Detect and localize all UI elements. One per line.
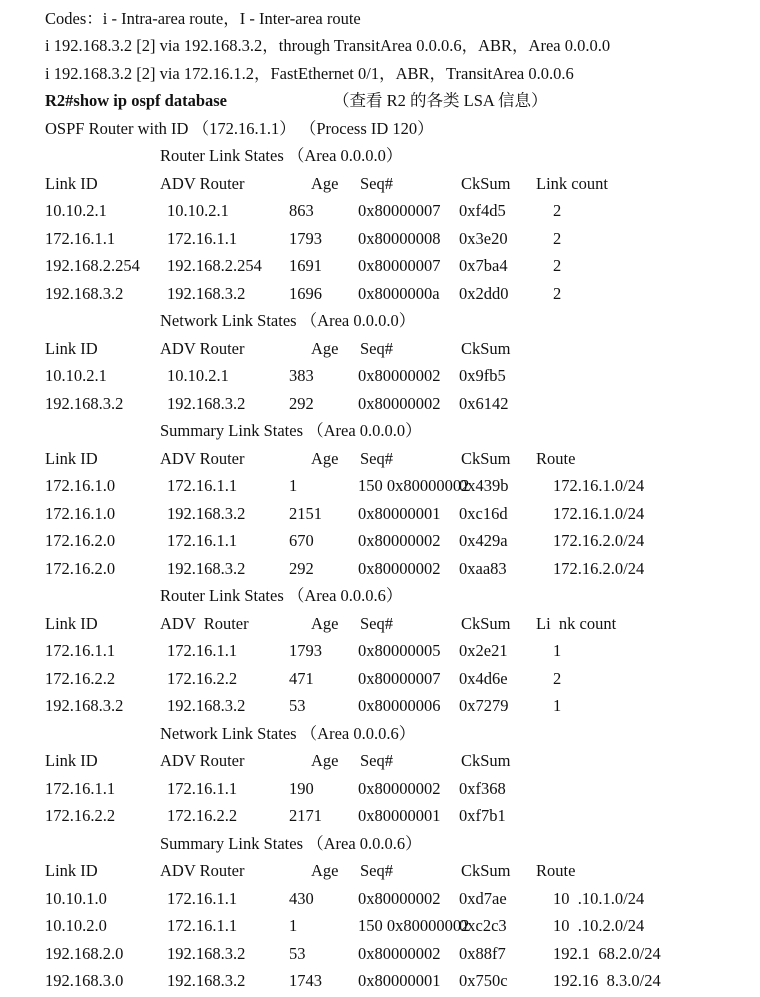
table-row: [0, 775, 760, 802]
cell-extra: 10 .10.2.0/24: [553, 916, 645, 935]
cell-cksum: 0x9fb5: [459, 366, 506, 385]
cell-age: 471: [289, 668, 314, 688]
cell-cksum: CkSum: [461, 613, 511, 633]
cell-extra: 172.16.2.0/24: [553, 558, 645, 578]
table-row: [0, 940, 760, 967]
cell-cksum: CkSum: [461, 861, 511, 880]
cell-seq: Seq#: [360, 173, 393, 193]
cell-age: 53: [289, 696, 306, 715]
cell-cksum: 0xc2c3: [459, 916, 507, 935]
section-title: [0, 830, 760, 857]
cell-cksum: 0xaa83: [459, 558, 507, 578]
cell-seq: 0x80000002: [358, 531, 441, 550]
cell-seq: 150 0x80000002: [358, 476, 470, 495]
cell-age: 430: [289, 888, 314, 908]
section-title-text: Router Link States （Area 0.0.0.6）: [160, 586, 403, 605]
cell-age: Age: [311, 861, 339, 880]
cell-link-id: 192.168.3.2: [45, 393, 124, 413]
cell-cksum: CkSum: [461, 751, 511, 770]
cell-age: 1691: [289, 256, 322, 275]
cell-cksum: 0x7ba4: [459, 256, 508, 275]
table-row: [0, 197, 760, 224]
cell-age: 2151: [289, 503, 322, 523]
cell-age: 1: [289, 476, 298, 495]
section-title: [0, 582, 760, 609]
cell-extra: 172.16.2.0/24: [553, 531, 645, 550]
table-row: [0, 967, 760, 994]
cell-link-id: 192.168.2.0: [45, 943, 124, 963]
cell-adv-router: 192.168.2.254: [167, 256, 262, 275]
cell-seq: 0x80000002: [358, 393, 441, 413]
cell-cksum: 0x88f7: [459, 943, 506, 963]
cell-seq: 0x80000008: [358, 228, 441, 248]
cell-adv-router: 172.16.1.1: [167, 916, 238, 935]
cell-adv-router: ADV Router: [160, 861, 245, 880]
codes-line: [0, 5, 760, 32]
cell-adv-router: ADV Router: [160, 751, 245, 770]
cell-age: Age: [311, 448, 339, 468]
cell-adv-router: 192.168.3.2: [167, 283, 246, 303]
table-header: [0, 170, 760, 197]
cell-adv-router: 172.16.1.1: [167, 888, 238, 908]
cell-cksum: 0xf4d5: [459, 201, 506, 220]
cell-cksum: 0x7279: [459, 696, 509, 715]
cell-age: 2171: [289, 806, 322, 825]
command-text: show ip ospf database: [73, 91, 228, 110]
cell-cksum: 0x2dd0: [459, 283, 509, 303]
cell-age: 53: [289, 943, 306, 963]
cell-link-id: 172.16.2.0: [45, 531, 116, 550]
cell-extra: 192.1 68.2.0/24: [553, 943, 661, 963]
cell-cksum: CkSum: [461, 338, 511, 358]
cell-seq: 0x80000001: [358, 806, 441, 825]
cell-cksum: 0x750c: [459, 971, 508, 990]
table-row: [0, 472, 760, 499]
cell-age: Age: [311, 613, 339, 633]
cell-extra: 192.16 8.3.0/24: [553, 971, 661, 990]
section-title: [0, 720, 760, 747]
route-text: i 192.168.3.2 [2] via 192.168.3.2，through TransitArea 0.0.0.6，ABR，Area 0.0.0.0: [45, 36, 611, 55]
cell-cksum: 0x429a: [459, 531, 508, 550]
cell-cksum: 0x4d6e: [459, 668, 508, 688]
cell-link-id: 172.16.1.1: [45, 641, 116, 660]
cell-extra: Li nk count: [536, 613, 617, 633]
cell-adv-router: ADV Router: [160, 338, 245, 358]
cell-seq: Seq#: [360, 338, 393, 358]
table-row: [0, 362, 760, 389]
cell-link-id: 172.16.2.2: [45, 806, 116, 825]
section-title: [0, 142, 760, 169]
table-row: [0, 390, 760, 417]
table-row: [0, 802, 760, 829]
cell-link-id: Link ID: [45, 338, 98, 358]
cell-cksum: CkSum: [461, 173, 511, 193]
cell-seq: 0x8000000a: [358, 283, 440, 303]
cell-adv-router: 172.16.1.1: [167, 476, 238, 495]
cell-link-id: Link ID: [45, 751, 98, 770]
section-title: [0, 417, 760, 444]
cell-age: 1696: [289, 283, 322, 303]
cell-adv-router: 192.168.3.2: [167, 696, 246, 715]
cell-adv-router: 192.168.3.2: [167, 971, 246, 990]
cell-extra: 2: [553, 668, 562, 688]
cell-cksum: 0xf368: [459, 778, 506, 798]
cell-adv-router: 172.16.2.2: [167, 806, 238, 825]
cell-link-id: 172.16.1.0: [45, 503, 116, 523]
cell-age: Age: [311, 751, 339, 770]
cell-link-id: Link ID: [45, 448, 98, 468]
table-header: [0, 857, 760, 884]
cell-link-id: 172.16.2.0: [45, 558, 116, 578]
cell-seq: 0x80000002: [358, 888, 441, 908]
section-title-text: Summary Link States （Area 0.0.0.6）: [160, 833, 422, 853]
cell-age: 863: [289, 201, 314, 220]
cell-seq: Seq#: [360, 861, 393, 880]
table-header: [0, 445, 760, 472]
cell-age: 1743: [289, 971, 322, 990]
table-row: [0, 912, 760, 939]
cell-extra: 2: [553, 256, 562, 275]
cell-seq: 0x80000001: [358, 971, 441, 990]
cell-extra: Route: [536, 448, 576, 468]
cell-extra: 1: [553, 696, 562, 715]
cell-age: 292: [289, 558, 314, 578]
cell-seq: Seq#: [360, 751, 393, 770]
cell-cksum: 0x2e21: [459, 641, 508, 660]
cell-link-id: 172.16.2.2: [45, 668, 116, 688]
cell-seq: 0x80000007: [358, 201, 441, 220]
table-row: [0, 280, 760, 307]
router-id-text: OSPF Router with ID （172.16.1.1） （Process ID 120）: [45, 119, 434, 138]
cell-seq: 0x80000006: [358, 696, 441, 715]
cell-extra: Route: [536, 861, 576, 880]
table-row: [0, 252, 760, 279]
table-row: [0, 527, 760, 554]
cell-cksum: 0xc16d: [459, 503, 508, 523]
cell-seq: 0x80000001: [358, 503, 441, 523]
cell-cksum: CkSum: [461, 448, 511, 468]
command-line: [0, 87, 760, 114]
command-prompt-and-text: [45, 87, 227, 114]
cell-link-id: 192.168.3.0: [45, 971, 124, 990]
cell-link-id: 10.10.2.1: [45, 366, 107, 385]
table-header: [0, 335, 760, 362]
cell-cksum: 0xf7b1: [459, 806, 506, 825]
cell-seq: 0x80000005: [358, 641, 441, 660]
cell-extra: 2: [553, 201, 562, 220]
cell-adv-router: ADV Router: [160, 448, 245, 468]
cell-seq: 0x80000007: [358, 256, 441, 275]
cell-extra: 10 .10.1.0/24: [553, 888, 645, 908]
cell-adv-router: 172.16.1.1: [167, 641, 238, 660]
table-row: [0, 637, 760, 664]
cell-link-id: 172.16.1.1: [45, 778, 116, 798]
codes-text: Codes：i - Intra-area route，I - Inter-area route: [45, 9, 361, 28]
cell-link-id: Link ID: [45, 861, 98, 880]
cell-link-id: 172.16.1.0: [45, 476, 116, 495]
cell-seq: 150 0x80000002: [358, 916, 470, 935]
cell-seq: 0x80000002: [358, 558, 441, 578]
cell-link-id: 192.168.3.2: [45, 696, 124, 715]
cell-link-id: 192.168.2.254: [45, 256, 140, 275]
cell-seq: 0x80000007: [358, 668, 441, 688]
section-title-text: Network Link States （Area 0.0.0.6）: [160, 723, 416, 743]
table-header: [0, 610, 760, 637]
cell-link-id: 10.10.1.0: [45, 888, 107, 908]
cell-age: 1793: [289, 641, 322, 660]
table-row: [0, 692, 760, 719]
cell-age: 190: [289, 778, 314, 798]
route-line: [0, 60, 760, 87]
section-title-text: Summary Link States （Area 0.0.0.0）: [160, 421, 422, 440]
cell-extra: 172.16.1.0/24: [553, 476, 645, 495]
cell-cksum: 0x439b: [459, 476, 509, 495]
section-title-text: Router Link States （Area 0.0.0.0）: [160, 146, 403, 165]
cell-seq: 0x80000002: [358, 778, 441, 798]
cell-adv-router: 172.16.2.2: [167, 668, 238, 688]
cell-adv-router: 192.168.3.2: [167, 503, 246, 523]
table-row: [0, 665, 760, 692]
cell-seq: 0x80000002: [358, 943, 441, 963]
command-comment: （查看 R2 的各类 LSA 信息）: [333, 91, 548, 110]
table-row: [0, 500, 760, 527]
route-text: i 192.168.3.2 [2] via 172.16.1.2，FastEthernet 0/1，ABR，TransitArea 0.0.0.6: [45, 64, 574, 83]
cell-extra: 2: [553, 283, 562, 303]
cell-adv-router: 10.10.2.1: [167, 201, 229, 220]
route-line: [0, 32, 760, 59]
cell-age: 383: [289, 366, 314, 385]
cell-extra: 172.16.1.0/24: [553, 503, 645, 523]
cell-seq: Seq#: [360, 448, 393, 468]
cell-age: 670: [289, 531, 314, 550]
cell-extra: Link count: [536, 173, 608, 193]
cell-adv-router: 172.16.1.1: [167, 778, 238, 798]
section-title: [0, 307, 760, 334]
router-id-line: [0, 115, 760, 142]
cell-adv-router: 192.168.3.2: [167, 943, 246, 963]
cell-cksum: 0x6142: [459, 393, 509, 413]
cell-extra: 1: [553, 641, 562, 660]
cell-age: 1793: [289, 228, 322, 248]
cell-adv-router: ADV Router: [160, 173, 245, 193]
command-prompt: R2#: [45, 91, 74, 110]
cell-adv-router: 172.16.1.1: [167, 531, 238, 550]
cell-link-id: 10.10.2.0: [45, 916, 107, 935]
cell-link-id: Link ID: [45, 173, 98, 193]
cell-link-id: 10.10.2.1: [45, 201, 107, 220]
cell-age: Age: [311, 173, 339, 193]
cell-age: Age: [311, 338, 339, 358]
cell-seq: Seq#: [360, 613, 393, 633]
cell-link-id: Link ID: [45, 613, 98, 633]
cell-link-id: 172.16.1.1: [45, 228, 116, 248]
table-row: [0, 885, 760, 912]
table-row: [0, 225, 760, 252]
table-row: [0, 555, 760, 582]
cell-adv-router: ADV Router: [160, 613, 249, 633]
cell-cksum: 0xd7ae: [459, 888, 507, 908]
table-header: [0, 747, 760, 774]
cell-adv-router: 10.10.2.1: [167, 366, 229, 385]
cell-adv-router: 192.168.3.2: [167, 558, 246, 578]
cell-adv-router: 172.16.1.1: [167, 228, 238, 248]
section-title-text: Network Link States （Area 0.0.0.0）: [160, 311, 416, 330]
cell-age: 1: [289, 916, 298, 935]
cell-seq: 0x80000002: [358, 366, 441, 385]
cell-adv-router: 192.168.3.2: [167, 393, 246, 413]
cell-cksum: 0x3e20: [459, 228, 508, 248]
cell-extra: 2: [553, 228, 562, 248]
cell-link-id: 192.168.3.2: [45, 283, 124, 303]
cell-age: 292: [289, 393, 314, 413]
